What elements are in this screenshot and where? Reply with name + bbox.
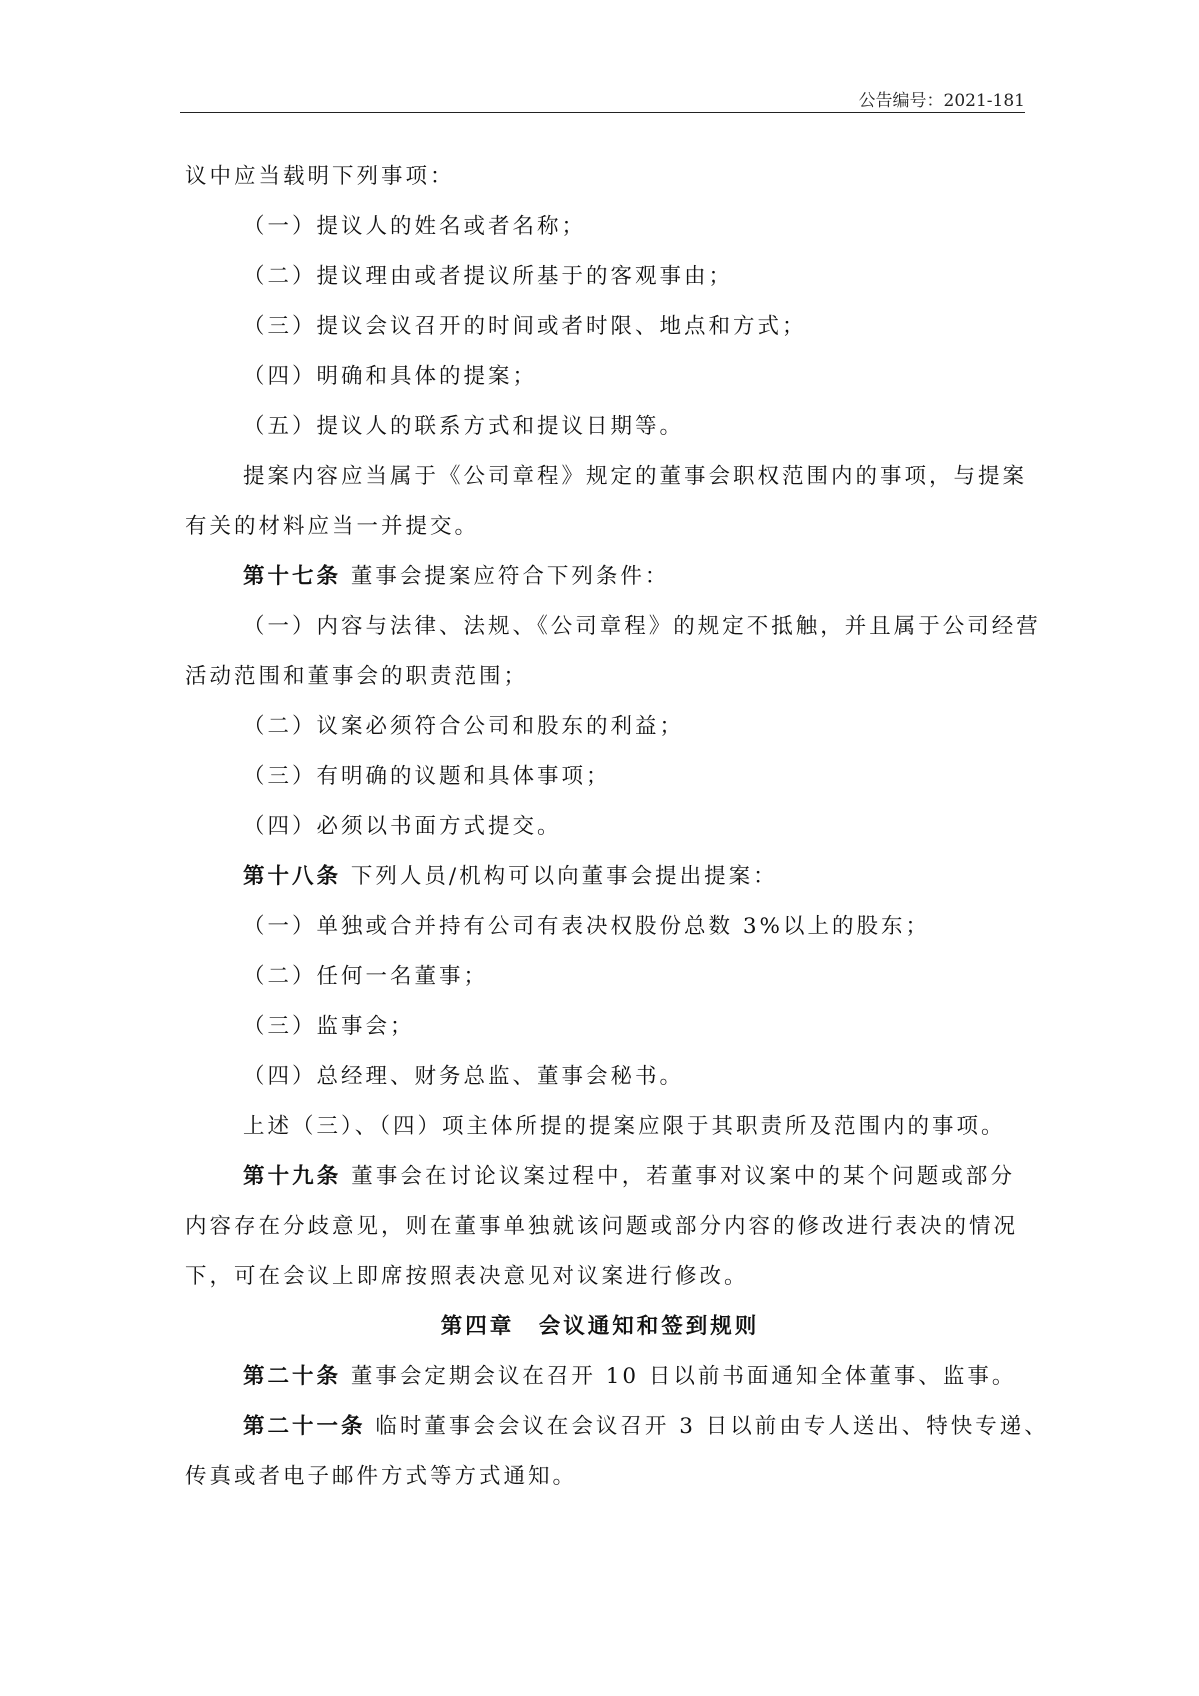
list-item: （二）任何一名董事； [243,964,489,989]
article-number: 第二十一条 [243,1414,366,1439]
list-item: （一）内容与法律、法规、《公司章程》的规定不抵触，并且属于公司经营 [243,614,1041,639]
list-item: （一）单独或合并持有公司有表决权股份总数 3%以上的股东； [243,914,930,939]
article-number: 第十八条 [243,864,342,889]
paragraph-line: 下，可在会议上即席按照表决意见对议案进行修改。 [185,1264,749,1289]
document-body [185,152,1049,1502]
paragraph-line: 上述（三）、（四）项主体所提的提案应限于其职责所及范围内的事项。 [243,1114,1006,1139]
article-18: 第十八条 下列人员/机构可以向董事会提出提案： [243,864,778,889]
list-item: （三）监事会； [243,1014,415,1039]
paragraph-line: 内容存在分歧意见，则在董事单独就该问题或部分内容的修改进行表决的情况 [185,1214,1019,1239]
article-number: 第十七条 [243,564,342,589]
notice-number: 公告编号：2021-181 [858,91,1025,111]
article-21: 第二十一条 临时董事会会议在会议召开 3 日以前由专人送出、特快专递、 [243,1414,1049,1439]
article-number: 第二十条 [243,1364,342,1389]
paragraph-line: 有关的材料应当一并提交。 [185,514,480,539]
list-item: （四）明确和具体的提案； [243,364,538,389]
paragraph-line: 传真或者电子邮件方式等方式通知。 [185,1464,578,1489]
list-item: （三）有明确的议题和具体事项； [243,764,611,789]
article-19: 第十九条 董事会在讨论议案过程中，若董事对议案中的某个问题或部分 [243,1164,1015,1189]
list-item: （四）必须以书面方式提交。 [243,814,562,839]
paragraph-line: 活动范围和董事会的职责范围； [185,664,529,689]
header-rule [180,112,1025,113]
list-item: （五）提议人的联系方式和提议日期等。 [243,414,685,439]
list-item: （三）提议会议召开的时间或者时限、地点和方式； [243,314,807,339]
list-item: （四）总经理、财务总监、董事会秘书。 [243,1064,685,1089]
paragraph-line: 提案内容应当属于《公司章程》规定的董事会职权范围内的事项，与提案 [243,464,1028,489]
list-item: （二）议案必须符合公司和股东的利益； [243,714,685,739]
list-item: （一）提议人的姓名或者名称； [243,214,587,239]
paragraph-line: 议中应当载明下列事项： [185,164,455,189]
article-number: 第十九条 [243,1164,342,1189]
article-20: 第二十条 董事会定期会议在召开 10 日以前书面通知全体董事、监事。 [243,1364,1017,1389]
list-item: （二）提议理由或者提议所基于的客观事由； [243,264,734,289]
article-17: 第十七条 董事会提案应符合下列条件： [243,564,670,589]
chapter-heading: 第四章 会议通知和签到规则 [440,1314,760,1339]
